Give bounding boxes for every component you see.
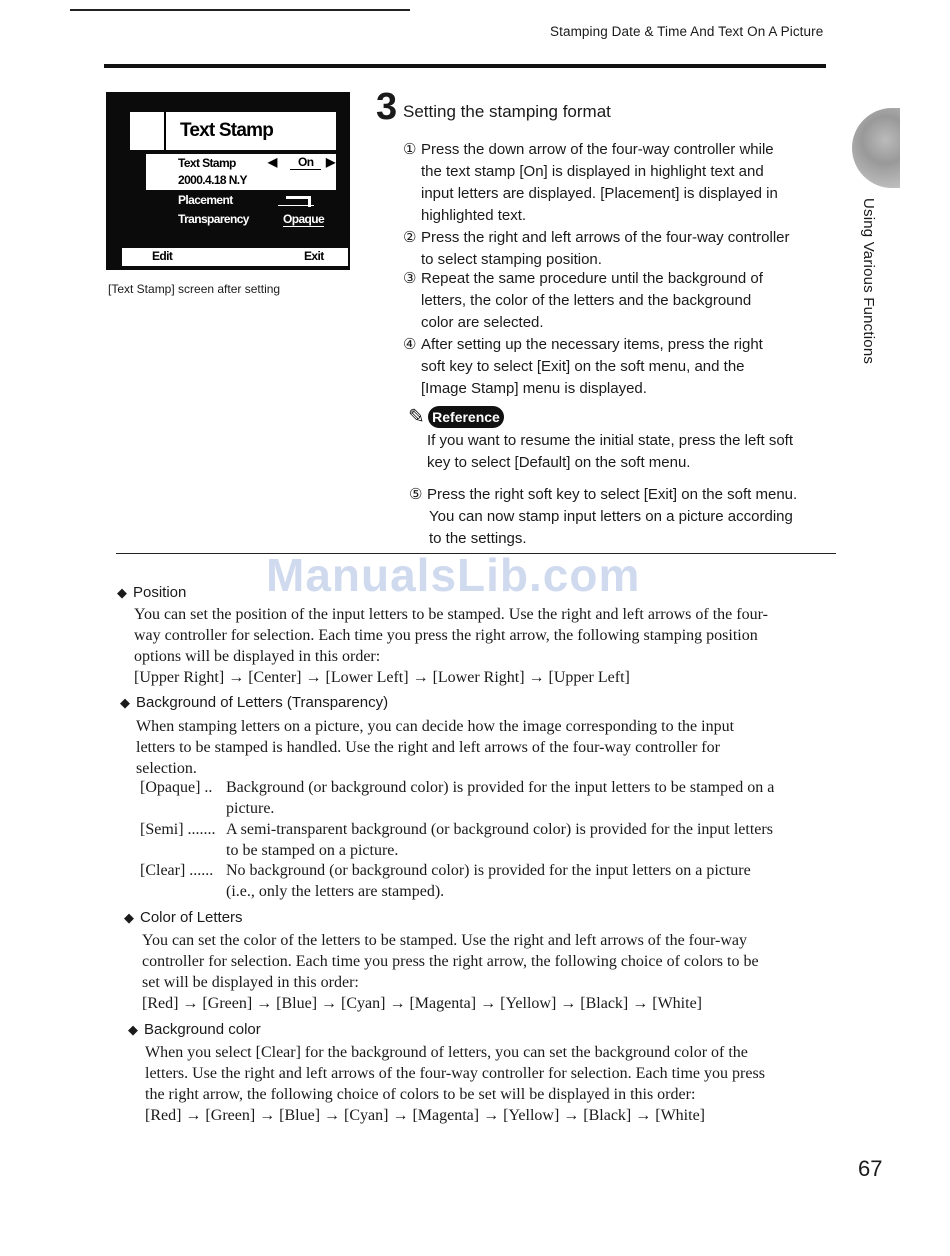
text-stamp-screen [106, 92, 350, 270]
line: Press the right soft key to select [Exit] on the soft menu. [427, 486, 798, 503]
background-heading [120, 694, 388, 711]
line: A semi-transparent background (or background color) is provided for the input letters [226, 821, 773, 838]
step-title: Setting the stamping format [403, 102, 611, 121]
heading-text: Background of Letters (Transparency) [136, 694, 389, 711]
position-body [134, 604, 768, 688]
line: [Image Stamp] menu is displayed. [421, 380, 647, 397]
page-number: 67 [858, 1156, 883, 1181]
clear-term: [Clear] ...... [140, 862, 214, 879]
step-item-1 [403, 139, 823, 227]
running-header: Stamping Date & Time And Text On A Picture [550, 24, 824, 39]
transparency-value: Opaque [283, 212, 325, 226]
heading-text: Position [133, 584, 187, 601]
line: You can set the position of the input letters to be stamped. Use the right and left arrows of the four- [134, 606, 768, 623]
pencil-icon: ✎ [408, 406, 425, 428]
line: picture. [226, 800, 275, 817]
step-item-5 [409, 484, 829, 550]
line: You can set the color of the letters to be stamped. Use the right and left arrows of the four-way [142, 932, 747, 949]
line: When you select [Clear] for the background of letters, you can set the background color of the [145, 1044, 748, 1061]
line: No background (or background color) is provided for the input letters on a picture [226, 862, 751, 879]
top-rule [70, 9, 410, 11]
line: letters to be stamped is handled. Use the right and left arrows of the four-way controller for [136, 739, 720, 756]
heading-text: Color of Letters [140, 909, 243, 926]
step-number: 3 [376, 86, 398, 128]
line: highlighted text. [421, 207, 527, 224]
bgcolor-heading [128, 1021, 261, 1038]
clear-desc [226, 860, 838, 902]
title-tick [164, 112, 166, 150]
step-item-1-num: ① [403, 141, 417, 158]
line: If you want to resume the initial state, press the left soft [427, 432, 794, 449]
stamp-date-text: 2000.4.18 N.Y [178, 173, 247, 187]
soft-key-edit: Edit [152, 249, 173, 263]
reference-badge [408, 404, 504, 430]
reference-label: Reference [428, 406, 504, 428]
bullet-diamond-icon: ◆ [120, 695, 130, 710]
line: input letters are displayed. [Placement] is displayed in [421, 185, 778, 202]
bullet-diamond-icon: ◆ [128, 1022, 138, 1037]
color-heading [124, 909, 243, 926]
header-rule [104, 64, 826, 68]
line: You can now stamp input letters on a picture according [429, 508, 793, 525]
semi-term: [Semi] ....... [140, 821, 216, 838]
line: to be stamped on a picture. [226, 842, 399, 859]
soft-key-bar [122, 248, 348, 266]
soft-key-exit: Exit [304, 249, 324, 263]
left-arrow-icon: ◀ [268, 155, 277, 169]
line: the text stamp [On] is displayed in highlight text and [421, 163, 764, 180]
line: key to select [Default] on the soft menu. [427, 454, 691, 471]
screen-title-box [130, 112, 336, 150]
line: Background (or background color) is provided for the input letters to be stamped on a [226, 779, 775, 796]
chapter-tab-label: Using Various Functions [860, 198, 877, 365]
line: (i.e., only the letters are stamped). [226, 883, 445, 900]
line: options will be displayed in this order: [134, 648, 381, 665]
opaque-term: [Opaque] .. [140, 779, 213, 796]
bgcolor-body [145, 1042, 765, 1126]
bullet-diamond-icon: ◆ [124, 910, 134, 925]
line: [Red] → [Green] → [Blue] → [Cyan] → [Magenta] → [Yellow] → [Black] → [White] [142, 995, 702, 1012]
line: Press the right and left arrows of the four-way controller [421, 229, 790, 246]
bullet-diamond-icon: ◆ [117, 585, 127, 600]
line: selection. [136, 760, 197, 777]
color-body [142, 930, 759, 1014]
background-body [136, 716, 734, 779]
right-arrow-icon: ▶ [326, 155, 335, 169]
opaque-desc [226, 777, 838, 819]
step-item-4 [403, 334, 823, 400]
text-stamp-label: Text Stamp [178, 156, 236, 170]
step-item-2 [403, 227, 823, 271]
transparency-label: Transparency [178, 212, 249, 226]
step-item-3 [403, 268, 823, 334]
line: [Red] → [Green] → [Blue] → [Cyan] → [Magenta] → [Yellow] → [Black] → [White] [145, 1107, 705, 1124]
position-heading [117, 584, 186, 601]
line: [Upper Right] → [Center] → [Lower Left] → [Lower Right] → [Upper Left] [134, 669, 630, 686]
line: the right arrow, the following choice of colors to be set will be displayed in this order: [145, 1086, 696, 1103]
line: Repeat the same procedure until the background of [421, 270, 763, 287]
heading-text: Background color [144, 1021, 261, 1038]
line: letters, the color of the letters and the background [421, 292, 752, 309]
line: After setting up the necessary items, press the right [421, 336, 763, 353]
line: Press the down arrow of the four-way controller while [421, 141, 774, 158]
step-item-2-num: ② [403, 229, 417, 246]
watermark: ManualsLib.com [266, 549, 641, 601]
line: to the settings. [429, 530, 527, 547]
reference-note [427, 430, 847, 474]
line: set will be displayed in this order: [142, 974, 359, 991]
step-item-5-num: ⑤ [409, 486, 423, 503]
line: to select stamping position. [421, 251, 602, 268]
line: way controller for selection. Each time you press the right arrow, the following stamping position [134, 627, 758, 644]
line: controller for selection. Each time you press the right arrow, the following choice of colors to be [142, 953, 759, 970]
line: soft key to select [Exit] on the soft menu, and the [421, 358, 745, 375]
step-item-3-num: ③ [403, 270, 417, 287]
screen-caption: [Text Stamp] screen after setting [108, 282, 281, 296]
chapter-tab-graphic [852, 108, 900, 188]
placement-label: Placement [178, 193, 233, 207]
screen-title: Text Stamp [180, 120, 274, 141]
text-stamp-value: On [290, 155, 321, 170]
placement-underline [278, 205, 314, 206]
line: When stamping letters on a picture, you can decide how the image corresponding to the input [136, 718, 735, 735]
step-item-4-num: ④ [403, 336, 417, 353]
screen-highlight-panel [146, 154, 336, 190]
semi-desc [226, 819, 838, 861]
line: letters. Use the right and left arrows of the four-way controller for selection. Each time you press [145, 1065, 765, 1082]
line: color are selected. [421, 314, 544, 331]
